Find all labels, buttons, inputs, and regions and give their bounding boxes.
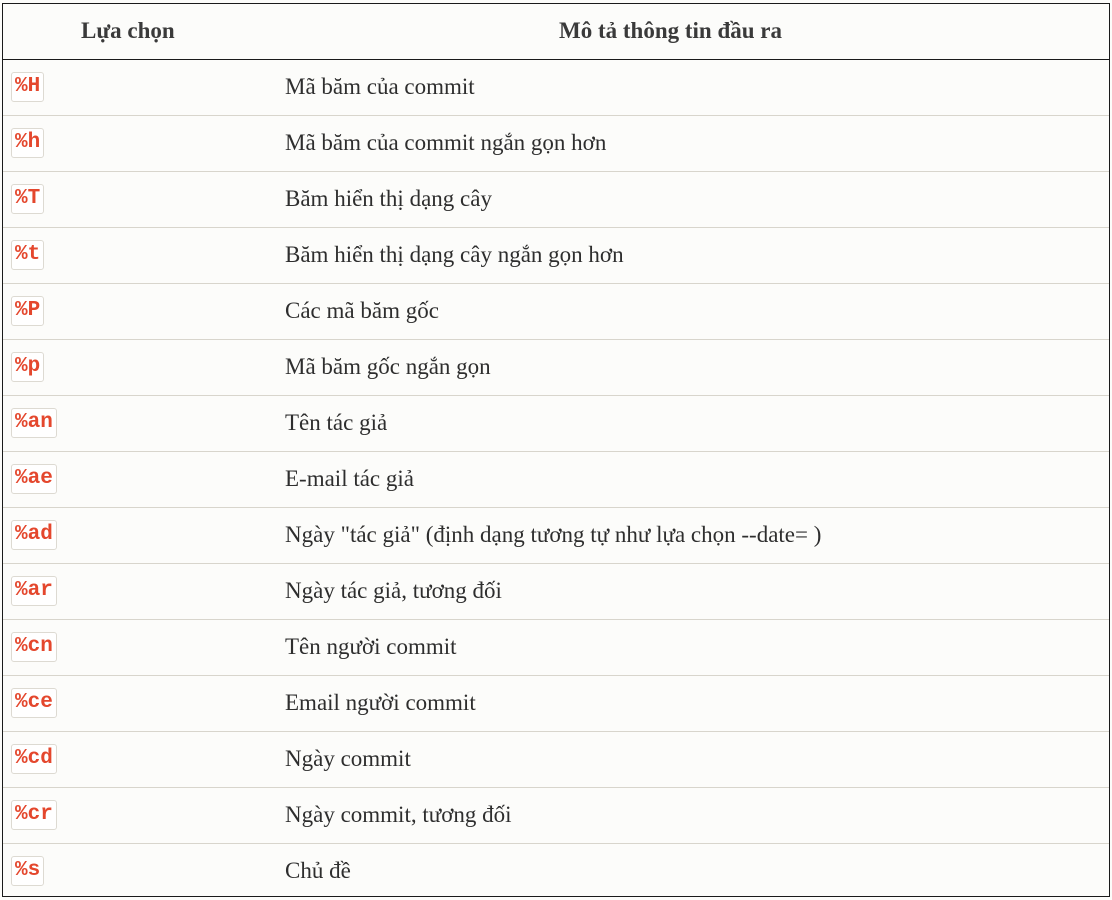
option-code: %p bbox=[11, 352, 44, 382]
table-row bbox=[3, 731, 1109, 787]
option-cell bbox=[3, 507, 255, 563]
description-cell: Băm hiển thị dạng cây bbox=[285, 186, 492, 211]
option-cell bbox=[3, 619, 255, 675]
option-cell bbox=[3, 787, 255, 843]
option-cell bbox=[3, 115, 255, 171]
option-cell bbox=[3, 59, 255, 115]
description-cell: Ngày tác giả, tương đối bbox=[285, 578, 502, 603]
description-cell: Ngày commit bbox=[285, 746, 411, 771]
table-row bbox=[3, 339, 1109, 395]
format-options-table-container bbox=[2, 3, 1110, 897]
option-cell bbox=[3, 731, 255, 787]
table-row bbox=[3, 115, 1109, 171]
option-code: %cd bbox=[11, 744, 57, 774]
option-cell bbox=[3, 171, 255, 227]
table-row bbox=[3, 227, 1109, 283]
option-cell bbox=[3, 283, 255, 339]
option-cell bbox=[3, 843, 255, 899]
table-row bbox=[3, 787, 1109, 843]
table-row bbox=[3, 59, 1109, 115]
table-row bbox=[3, 843, 1109, 899]
table-row bbox=[3, 451, 1109, 507]
option-code: %an bbox=[11, 408, 57, 438]
description-cell: Email người commit bbox=[285, 690, 476, 715]
description-cell: Mã băm của commit ngắn gọn hơn bbox=[285, 130, 607, 155]
table-row bbox=[3, 283, 1109, 339]
description-cell: Mã băm của commit bbox=[285, 74, 475, 99]
option-cell bbox=[3, 451, 255, 507]
option-code: %T bbox=[11, 184, 44, 214]
description-column-header: Mô tả thông tin đầu ra bbox=[559, 18, 782, 44]
description-cell: Tên tác giả bbox=[285, 410, 388, 435]
description-cell: Các mã băm gốc bbox=[285, 298, 439, 323]
option-code: %s bbox=[11, 856, 44, 886]
option-code: %ar bbox=[11, 576, 57, 606]
description-cell: Chủ đề bbox=[285, 858, 351, 884]
option-code: %t bbox=[11, 240, 44, 270]
table-row bbox=[3, 563, 1109, 619]
table-row bbox=[3, 675, 1109, 731]
description-cell: E-mail tác giả bbox=[285, 466, 414, 491]
description-cell: Băm hiển thị dạng cây ngắn gọn hơn bbox=[285, 242, 624, 267]
option-cell bbox=[3, 339, 255, 395]
table-row bbox=[3, 171, 1109, 227]
option-cell bbox=[3, 227, 255, 283]
option-code: %cn bbox=[11, 632, 57, 662]
option-code: %ae bbox=[11, 464, 57, 494]
table-body bbox=[3, 59, 1109, 899]
option-cell bbox=[3, 675, 255, 731]
option-code: %h bbox=[11, 128, 44, 158]
format-options-table bbox=[3, 4, 1109, 899]
description-cell: Ngày commit, tương đối bbox=[285, 802, 512, 827]
table-header bbox=[3, 4, 1109, 59]
table-row bbox=[3, 395, 1109, 451]
description-cell: Tên người commit bbox=[285, 634, 457, 659]
option-cell bbox=[3, 395, 255, 451]
option-code: %ad bbox=[11, 520, 57, 550]
option-code: %P bbox=[11, 296, 44, 326]
table-row bbox=[3, 507, 1109, 563]
option-column-header: Lựa chọn bbox=[81, 18, 175, 44]
header-row bbox=[3, 4, 1109, 59]
description-cell: Mã băm gốc ngắn gọn bbox=[285, 354, 491, 379]
description-cell: Ngày "tác giả" (định dạng tương tự như lựa chọn --date= ) bbox=[285, 522, 822, 547]
table-row bbox=[3, 619, 1109, 675]
option-code: %H bbox=[11, 72, 44, 102]
option-cell bbox=[3, 563, 255, 619]
option-code: %ce bbox=[11, 688, 57, 718]
option-code: %cr bbox=[11, 800, 57, 830]
